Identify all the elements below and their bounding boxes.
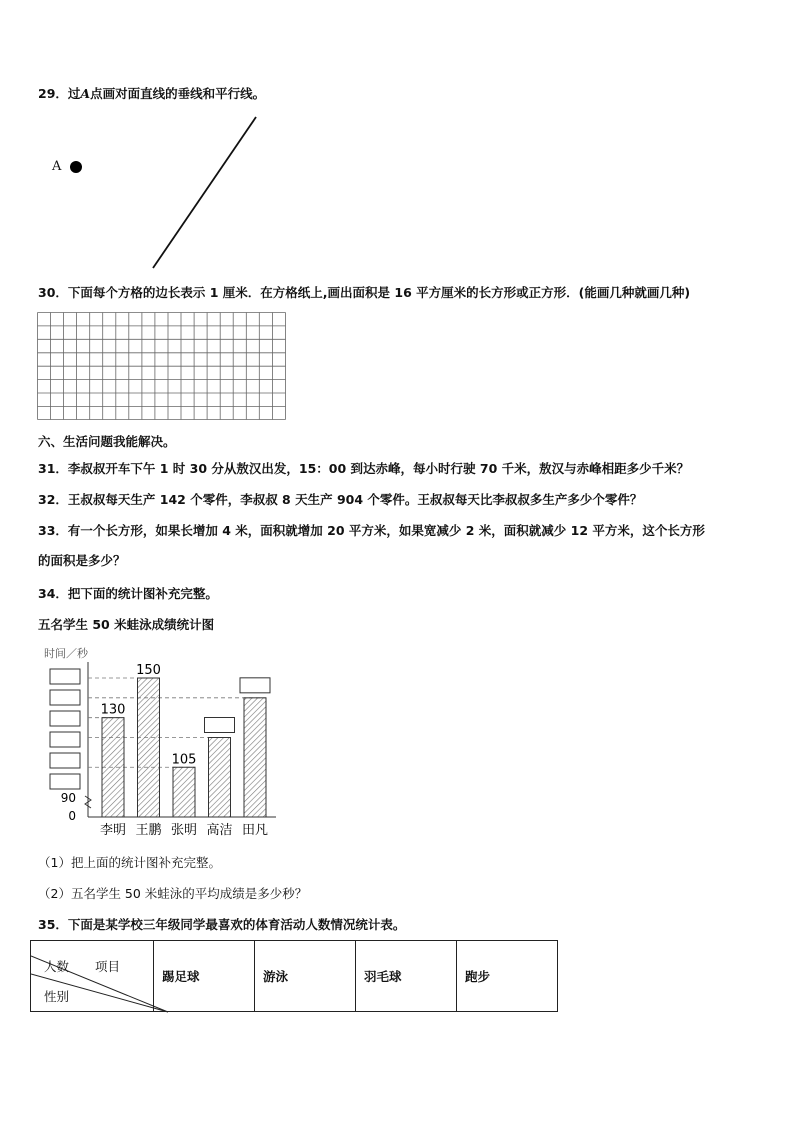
y-axis-blank-box[interactable] xyxy=(50,774,80,789)
activity-table xyxy=(30,940,558,1012)
question-32: 32．王叔叔每天生产 142 个零件，李叔叔 8 天生产 904 个零件。王叔叔每天比李叔叔多生产多少个零件？ xyxy=(38,492,643,507)
question-33-line1: 33．有一个长方形，如果长增加 4 米，面积就增加 20 平方米，如果宽减少 2 米，面积就减少 12 平方米，这个长方形 xyxy=(38,523,705,538)
point-a xyxy=(70,161,82,173)
bar-value-label: 105 xyxy=(171,752,197,768)
category-label: 张明 xyxy=(170,823,198,838)
y-axis-label: 时间／秒 xyxy=(44,647,88,660)
header-running: 跑步 xyxy=(457,941,558,1012)
bar-3 xyxy=(209,738,231,818)
corner-bottom-label: 性别 xyxy=(44,989,70,1004)
bar-label-blank-box[interactable] xyxy=(240,678,270,693)
bar-1 xyxy=(138,678,160,817)
corner-top-label: 人数 xyxy=(44,959,70,974)
bar-0 xyxy=(102,718,124,817)
category-label: 王鹏 xyxy=(135,823,162,838)
y-axis-blank-box[interactable] xyxy=(50,711,80,726)
point-a-label: A xyxy=(52,159,62,174)
question-33-line2: 的面积是多少？ xyxy=(38,553,126,568)
category-label: 高洁 xyxy=(206,823,233,838)
header-swimming: 游泳 xyxy=(255,941,356,1012)
y-axis-blank-box[interactable] xyxy=(50,669,80,684)
corner-right-label: 项目 xyxy=(95,959,121,974)
question-34-sub1: （1）把上面的统计图补充完整。 xyxy=(38,855,221,870)
bar-4 xyxy=(244,698,266,817)
question-29: 29．过A点画对面直线的垂线和平行线。 xyxy=(38,86,266,101)
q29-figure xyxy=(60,110,280,275)
question-30: 30．下面每个方格的边长表示 1 厘米．在方格纸上,画出面积是 16 平方厘米的长方形或正方形．(能画几种就画几种) xyxy=(38,285,691,300)
corner-header-cell xyxy=(31,941,154,1012)
header-badminton: 羽毛球 xyxy=(356,941,457,1012)
question-34: 34．把下面的统计图补充完整。 xyxy=(38,586,218,601)
category-label: 田凡 xyxy=(241,823,269,838)
chart-title: 五名学生 50 米蛙泳成绩统计图 xyxy=(38,617,215,632)
question-31: 31．李叔叔开车下午 1 时 30 分从敖汉出发，15：00 到达赤峰，每小时行驶 70 千米，敖汉与赤峰相距多少千米？ xyxy=(38,461,690,476)
table-header-row xyxy=(31,941,558,1012)
question-34-sub2: （2）五名学生 50 米蛙泳的平均成绩是多少秒？ xyxy=(38,886,308,901)
y-axis-blank-box[interactable] xyxy=(50,753,80,768)
y-axis-blank-box[interactable] xyxy=(50,690,80,705)
question-35: 35．下面是某学校三年级同学最喜欢的体育活动人数情况统计表。 xyxy=(38,917,406,932)
y-tick-0: 0 xyxy=(68,809,76,823)
grid-paper[interactable] xyxy=(37,312,287,422)
y-axis-blank-box[interactable] xyxy=(50,732,80,747)
axis-break-icon xyxy=(85,796,91,808)
y-tick-90: 90 xyxy=(60,791,76,805)
section-six-title: 六、生活问题我能解决。 xyxy=(38,434,176,449)
given-line xyxy=(153,117,256,268)
header-football: 踢足球 xyxy=(154,941,255,1012)
bar-label-blank-box[interactable] xyxy=(205,718,235,733)
category-label: 李明 xyxy=(99,823,127,838)
bar-chart xyxy=(36,642,286,840)
bar-value-label: 130 xyxy=(100,702,126,718)
bar-value-label: 150 xyxy=(136,663,161,678)
bar-2 xyxy=(173,767,195,817)
